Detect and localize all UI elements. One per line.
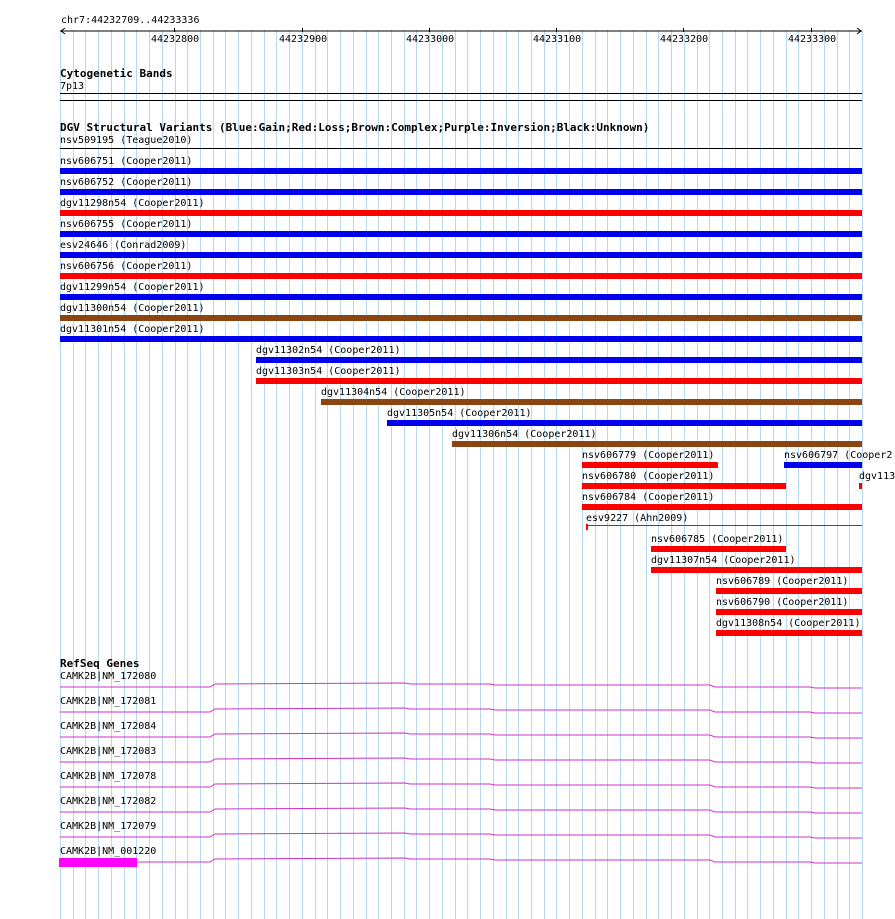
dgv-feature-label[interactable]: nsv509195 (Teague2010): [60, 135, 193, 146]
dgv-feature-label[interactable]: nsv606752 (Cooper2011): [60, 177, 193, 188]
cytoband-band: [60, 100, 862, 101]
dgv-feature-bar[interactable]: [60, 168, 862, 174]
dgv-feature-bar[interactable]: [582, 504, 862, 510]
dgv-feature-bar[interactable]: [256, 357, 862, 363]
ruler-tick: [811, 28, 812, 32]
ruler-label: 44233100: [533, 34, 582, 45]
gene-label[interactable]: CAMK2B|NM_172079: [60, 821, 157, 832]
cytoband-label[interactable]: 7p13: [60, 81, 85, 92]
dgv-feature-bar: [586, 524, 588, 530]
dgv-feature-label[interactable]: dgv11299n54 (Cooper2011): [60, 282, 205, 293]
ruler-label: 44233200: [660, 34, 709, 45]
dgv-feature-label[interactable]: esv24646 (Conrad2009): [60, 240, 187, 251]
cytoband-band[interactable]: [60, 93, 862, 94]
dgv-feature-bar[interactable]: [60, 252, 862, 258]
dgv-feature-label[interactable]: nsv606779 (Cooper2011): [582, 450, 715, 461]
dgv-feature-label[interactable]: dgv11303n54 (Cooper2011): [256, 366, 401, 377]
dgv-feature-label[interactable]: nsv606755 (Cooper2011): [60, 219, 193, 230]
dgv-feature-label[interactable]: nsv606790 (Cooper2011): [716, 597, 849, 608]
ruler-tick: [429, 28, 430, 32]
dgv-feature-bar[interactable]: [60, 189, 862, 195]
dgv-feature-label[interactable]: nsv606797 (Cooper2: [784, 450, 893, 461]
ruler-label: 44232800: [151, 34, 200, 45]
dgv-feature-bar[interactable]: [859, 483, 862, 489]
cytoband-track-title: Cytogenetic Bands: [60, 67, 173, 80]
dgv-feature-label[interactable]: dgv11307n54 (Cooper2011): [651, 555, 796, 566]
dgv-feature-label[interactable]: nsv606756 (Cooper2011): [60, 261, 193, 272]
ruler-tick: [302, 28, 303, 32]
dgv-feature-bar[interactable]: [60, 273, 862, 279]
dgv-feature-bar[interactable]: [60, 315, 862, 321]
dgv-feature-label[interactable]: dgv11300n54 (Cooper2011): [60, 303, 205, 314]
dgv-feature-bar[interactable]: [60, 210, 862, 216]
refseq-track-title: RefSeq Genes: [60, 657, 140, 670]
gene-label[interactable]: CAMK2B|NM_172083: [60, 746, 157, 757]
dgv-feature-label[interactable]: dgv11305n54 (Cooper2011): [387, 408, 532, 419]
gene-label[interactable]: CAMK2B|NM_172078: [60, 771, 157, 782]
dgv-feature-label[interactable]: nsv606784 (Cooper2011): [582, 492, 715, 503]
dgv-feature-label[interactable]: dgv11302n54 (Cooper2011): [256, 345, 401, 356]
ruler-tick: [556, 28, 557, 32]
ruler-tick: [683, 28, 684, 32]
dgv-feature-bar[interactable]: [387, 420, 862, 426]
ruler-label: 44233000: [406, 34, 455, 45]
dgv-feature-label[interactable]: esv9227 (Ahn2009): [586, 513, 689, 524]
ruler-label: 44232900: [279, 34, 328, 45]
dgv-feature-label[interactable]: nsv606780 (Cooper2011): [582, 471, 715, 482]
gene-label[interactable]: CAMK2B|NM_172084: [60, 721, 157, 732]
dgv-feature-label[interactable]: nsv606785 (Cooper2011): [651, 534, 784, 545]
dgv-feature-label[interactable]: dgv11301n54 (Cooper2011): [60, 324, 205, 335]
dgv-feature-bar[interactable]: [256, 378, 862, 384]
dgv-feature-bar[interactable]: [452, 441, 862, 447]
dgv-track-title: DGV Structural Variants (Blue:Gain;Red:Loss;Brown:Complex;Purple:Inversion;Black:Unknown): [60, 121, 650, 134]
dgv-feature-label[interactable]: dgv11306n54 (Cooper2011): [452, 429, 597, 440]
dgv-feature-bar[interactable]: [60, 294, 862, 300]
dgv-feature-bar[interactable]: [716, 609, 862, 615]
coordinate-ruler[interactable]: [60, 25, 862, 45]
dgv-feature-bar[interactable]: [784, 462, 862, 468]
gene-label[interactable]: CAMK2B|NM_172081: [60, 696, 157, 707]
dgv-feature-bar[interactable]: [716, 630, 862, 636]
dgv-feature-bar[interactable]: [651, 546, 786, 552]
dgv-feature-label[interactable]: nsv606789 (Cooper2011): [716, 576, 849, 587]
ruler-tick: [174, 28, 175, 32]
dgv-feature-bar[interactable]: [60, 336, 862, 342]
dgv-feature-label[interactable]: dgv11298n54 (Cooper2011): [60, 198, 205, 209]
dgv-feature-bar[interactable]: [321, 399, 862, 405]
dgv-feature-bar[interactable]: [60, 231, 862, 237]
gene-label[interactable]: CAMK2B|NM_001220: [60, 846, 157, 857]
dgv-feature-label[interactable]: dgv113: [859, 471, 895, 482]
dgv-feature-bar[interactable]: [582, 483, 786, 489]
dgv-feature-bar[interactable]: [716, 588, 862, 594]
dgv-feature-bar[interactable]: [586, 525, 862, 526]
dgv-feature-label[interactable]: dgv11304n54 (Cooper2011): [321, 387, 466, 398]
gene-label[interactable]: CAMK2B|NM_172082: [60, 796, 157, 807]
position-readout: chr7:44232709..44233336: [61, 15, 200, 26]
ruler-label: 44233300: [788, 34, 837, 45]
dgv-feature-bar[interactable]: [60, 148, 862, 149]
dgv-feature-label[interactable]: dgv11308n54 (Cooper2011): [716, 618, 861, 629]
dgv-feature-bar[interactable]: [582, 462, 718, 468]
gene-label[interactable]: CAMK2B|NM_172080: [60, 671, 157, 682]
dgv-feature-label[interactable]: nsv606751 (Cooper2011): [60, 156, 193, 167]
dgv-feature-bar[interactable]: [651, 567, 862, 573]
